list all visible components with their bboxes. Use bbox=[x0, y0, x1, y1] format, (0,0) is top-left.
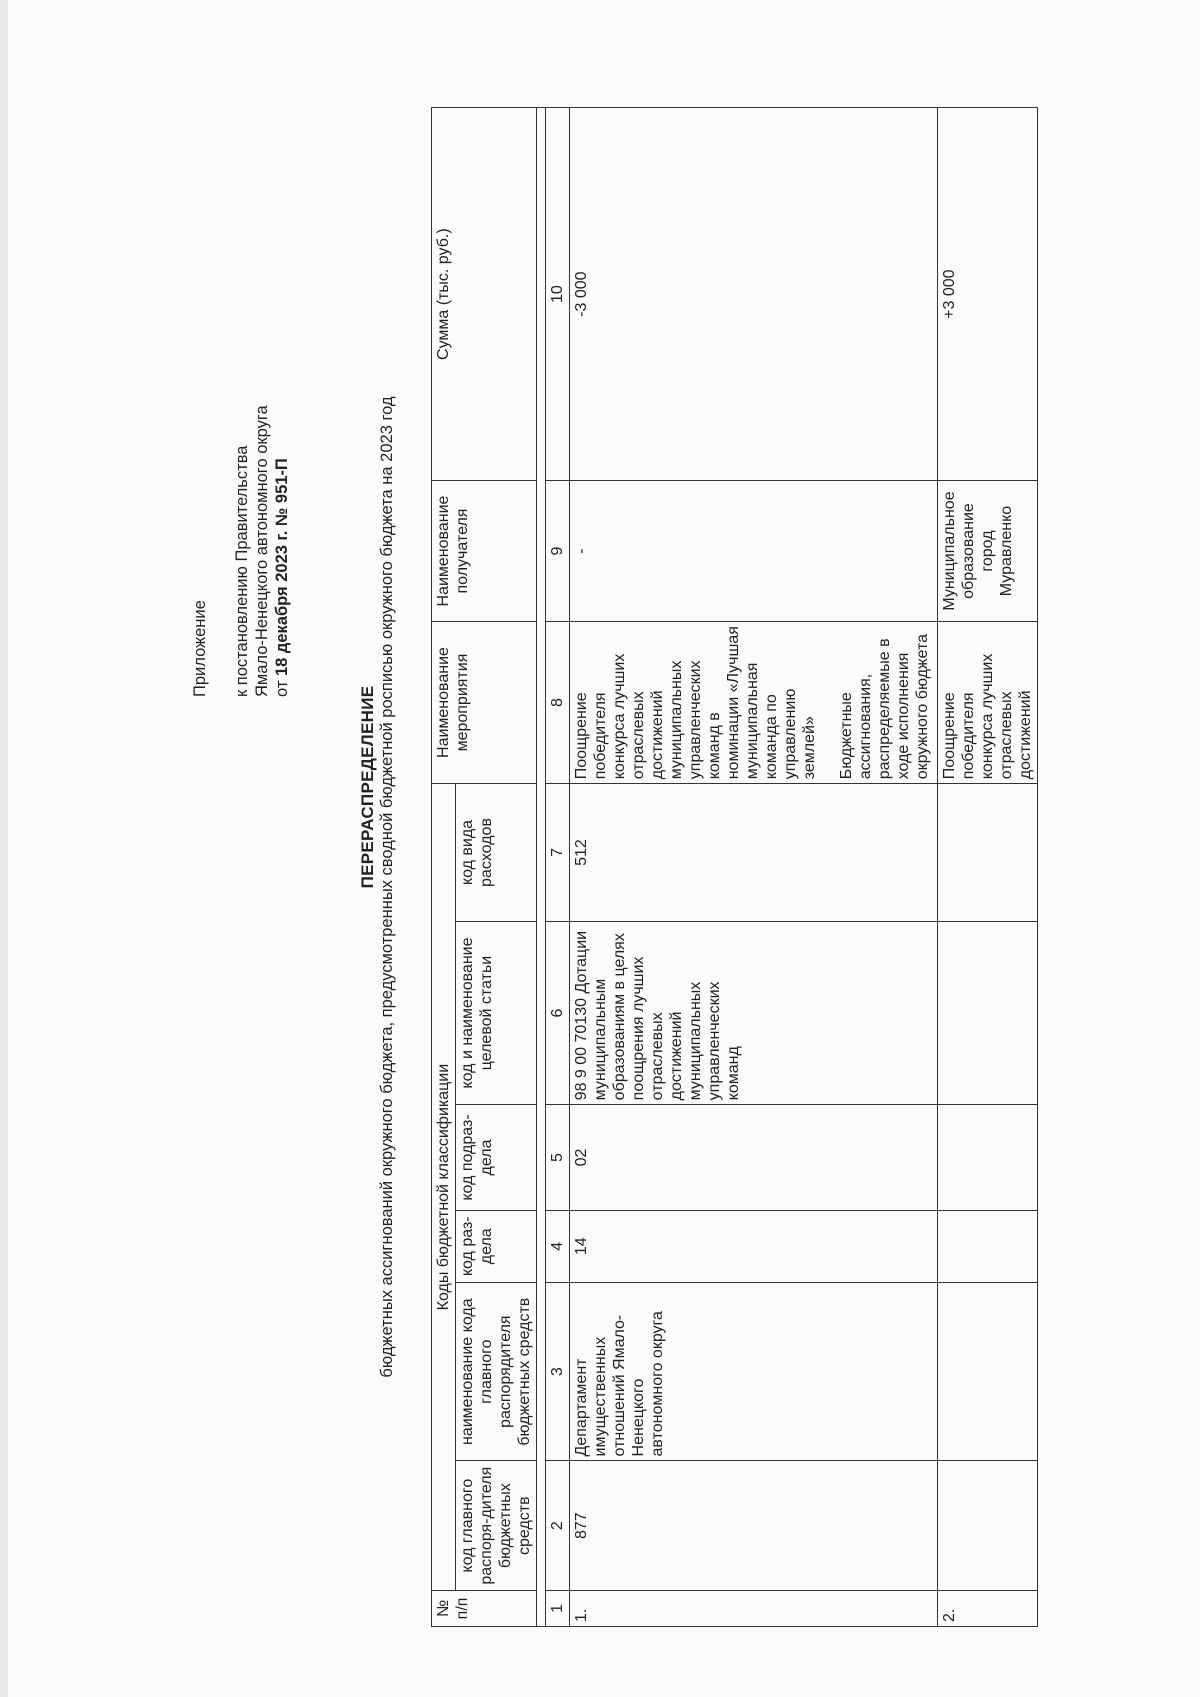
row-event bbox=[570, 621, 938, 784]
row-grbs-name: Департамент имущественных отношений Ямало-Ненецкого автономного округа bbox=[570, 1282, 938, 1461]
column-number: 1 bbox=[546, 1590, 570, 1626]
column-number: 3 bbox=[546, 1282, 570, 1461]
row-target: 98 9 00 70130 Дотации муниципальным образованиям в целях поощрения лучших отраслевых достижений муниципальных управленческих команд bbox=[570, 921, 938, 1105]
appendix-line-1: к постановлению Правительства bbox=[233, 445, 251, 697]
appendix-date-number: 18 декабря 2023 г. № 951-П bbox=[273, 458, 291, 677]
header-classification-group: Коды бюджетной классификации bbox=[432, 784, 456, 1591]
column-number: 2 bbox=[546, 1461, 570, 1590]
row-event bbox=[938, 621, 1038, 784]
header-expense-type: код вида расходов bbox=[456, 784, 537, 921]
row-amount: -3 000 bbox=[570, 108, 938, 481]
row-event-text: Поощрение победителя конкурса лучших отраслевых достижений bbox=[941, 653, 1034, 780]
column-number-row bbox=[546, 108, 570, 1627]
column-number: 6 bbox=[546, 921, 570, 1105]
appendix-block bbox=[190, 197, 292, 697]
row-grbs-code bbox=[938, 1461, 1038, 1590]
header-num: № п/п bbox=[432, 1590, 537, 1626]
row-expense-type: 512 bbox=[570, 784, 938, 921]
row-section bbox=[938, 1210, 1038, 1282]
row-section: 14 bbox=[570, 1210, 938, 1282]
header-grbs-code: код главного распоря-дителя бюджетных средств bbox=[456, 1461, 537, 1590]
header-row-group bbox=[432, 108, 456, 1627]
header-recipient: Наименование получателя bbox=[432, 481, 537, 621]
row-subsection: 02 bbox=[570, 1105, 938, 1210]
header-amount: Сумма (тыс. руб.) bbox=[432, 108, 537, 481]
document-title: ПЕРЕРАСПРЕДЕЛЕНИЕ bbox=[358, 685, 377, 889]
appendix-date: от 18 декабря 2023 г. № 951-П bbox=[273, 458, 291, 697]
header-target: код и наименование целевой статьи bbox=[456, 921, 537, 1105]
column-number: 9 bbox=[546, 481, 570, 621]
header-subsection: код подраз-дела bbox=[456, 1105, 537, 1210]
row-recipient: Муниципальное образование город Муравленко bbox=[938, 481, 1038, 621]
row-amount: +3 000 bbox=[938, 108, 1038, 481]
row-grbs-code: 877 bbox=[570, 1461, 938, 1590]
column-number: 7 bbox=[546, 784, 570, 921]
column-number: 4 bbox=[546, 1210, 570, 1282]
header-event: Наименование мероприятия bbox=[432, 621, 537, 784]
row-subsection bbox=[938, 1105, 1038, 1210]
row-recipient: - bbox=[570, 481, 938, 621]
column-number: 8 bbox=[546, 621, 570, 784]
row-expense-type bbox=[938, 784, 1038, 921]
row-grbs-name bbox=[938, 1282, 1038, 1461]
table-row bbox=[570, 108, 938, 1627]
column-number: 5 bbox=[546, 1105, 570, 1210]
header-section: код раз-дела bbox=[456, 1210, 537, 1282]
document-subtitle: бюджетных ассигнований окружного бюджета, предусмотренных сводной бюджетной росписью окружного бюджета на 2023 год bbox=[378, 396, 396, 1378]
row-target bbox=[938, 921, 1038, 1105]
row-event-note: Бюджетные ассигнования, распределяемые в ходе исполнения окружного бюджета bbox=[838, 633, 931, 780]
redistribution-table bbox=[431, 107, 1038, 1627]
appendix-label: Приложение bbox=[191, 600, 209, 697]
header-grbs-name: наименование кода главного распорядителя бюджетных средств bbox=[456, 1282, 537, 1461]
row-num: 2. bbox=[938, 1590, 1038, 1626]
row-num: 1. bbox=[570, 1590, 938, 1626]
appendix-line-2: Ямало-Ненецкого автономного округа bbox=[253, 405, 271, 697]
table-row bbox=[938, 108, 1038, 1627]
row-event-text: Поощрение победителя конкурса лучших отраслевых достижений муниципальных управленческих команд в номинации «Лучшая муниципальная команда по управлению землей» bbox=[573, 626, 818, 780]
column-number: 10 bbox=[546, 108, 570, 481]
